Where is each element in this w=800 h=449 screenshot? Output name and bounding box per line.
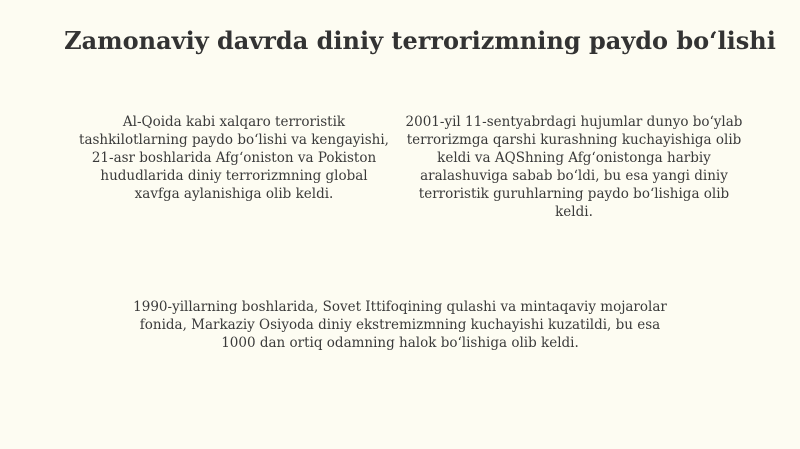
paragraph-1990s-central-asia: 1990-yillarning boshlarida, Sovet Ittifoqining qulashi va mintaqaviy mojarolar fonida, Markaziy Osiyoda diniy ekstremizmning kuchayishi kuzatildi, bu esa 1000 dan ortiq odamning halok bo‘lishiga olib keldi. <box>133 299 667 351</box>
paragraph-2001-attacks: 2001-yil 11-sentyabrdagi hujumlar dunyo bo‘ylab terrorizmga qarshi kurashning kuchayishiga olib keldi va AQShning Afg‘onistonga harbiy aralashuviga sabab bo‘ldi, bu esa yangi diniy terroristik guruhlarning paydo bo‘lishiga olib keldi. <box>405 114 743 220</box>
slide-title: Zamonaviy davrda diniy terrorizmning paydo bo‘lishi <box>64 26 776 55</box>
paragraph-al-qoida: Al-Qoida kabi xalqaro terroristik tashkilotlarning paydo bo‘lishi va kengayishi, 21-asr boshlarida Afg‘oniston va Pokiston hududlarida diniy terrorizmning global xavfga aylanishiga olib keldi. <box>79 114 389 202</box>
